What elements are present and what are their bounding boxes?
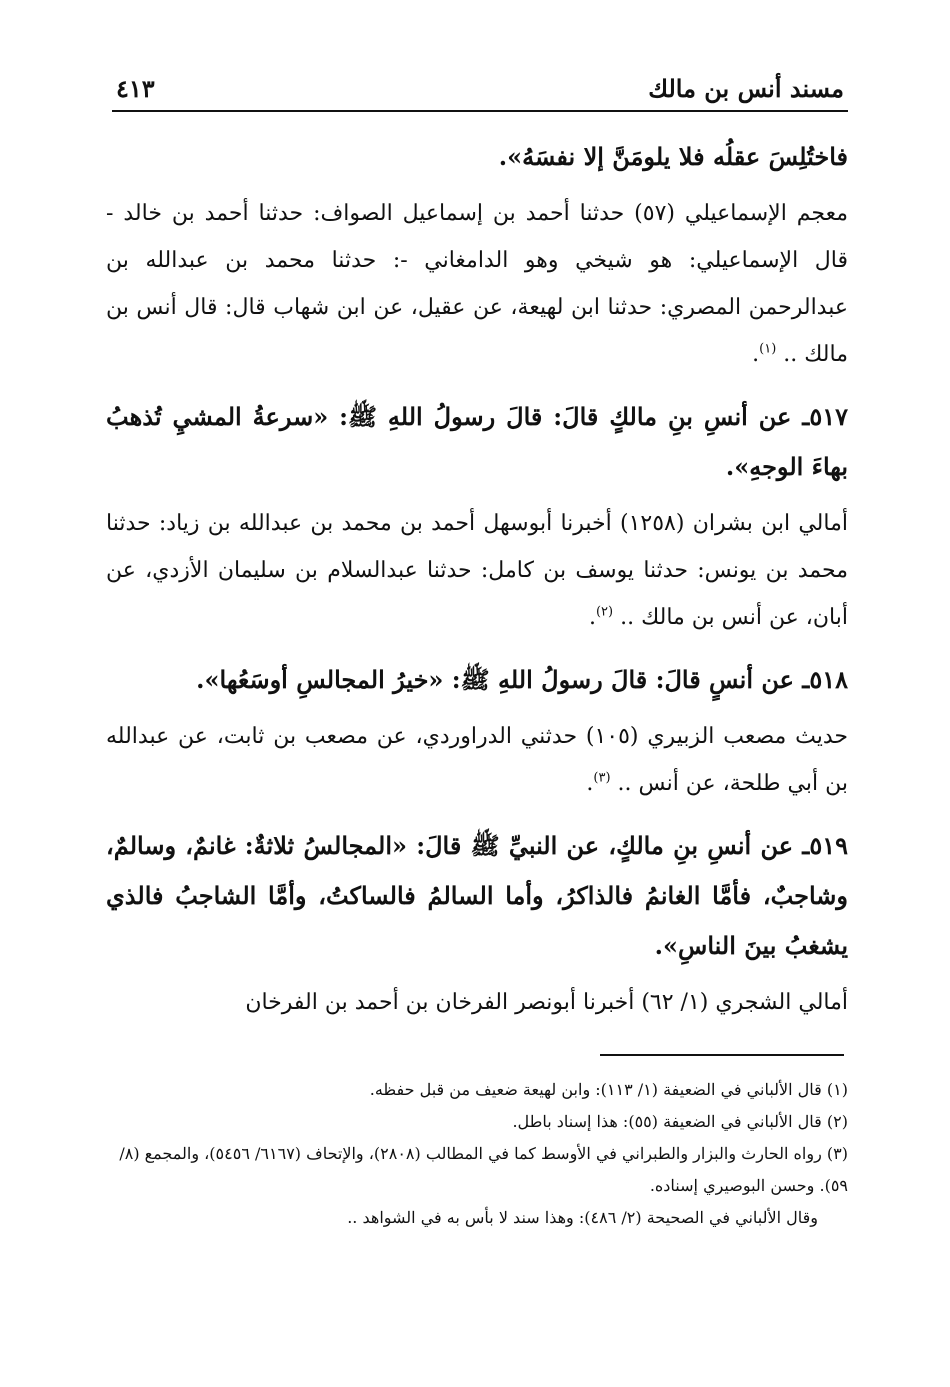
footnote-3-continued: وقال الألباني في الصحيحة (٢/ ٤٨٦): وهذا سند لا بأس به في الشواهد .. bbox=[347, 1208, 818, 1227]
running-title: مسند أنس بن مالك bbox=[648, 74, 844, 103]
footnote-3: (٣) رواه الحارث والبزار والطبراني في الأوسط كما في المطالب (٢٨٠٨)، والإتحاف (٦١٦٧/ ٥٤٥٦)، والمجمع (٨/ ٥٩). وحسن البوصيري إسناده. bbox=[119, 1144, 848, 1195]
isnad-text: حديث مصعب الزبيري (١٠٥) حدثني الدراوردي، عن مصعب بن ثابت، عن عبدالله بن أبي طلحة، عن أنس .. bbox=[106, 724, 849, 796]
isnad-text: أمالي ابن بشران (١٢٥٨) أخبرنا أبوسهل أحمد بن محمد بن عبدالله بن زياد: حدثنا محمد بن يونس: حدثنا يوسف بن كامل: حدثنا عبدالسلام بن سليمان الأزدي، عن أبان، عن أنس بن مالك .. bbox=[106, 511, 848, 630]
footnote-2: (٢) قال الألباني في الضعيفة (٥٥): هذا إسناد باطل. bbox=[512, 1112, 848, 1131]
page-number: ٤١٣ bbox=[116, 74, 155, 103]
hadith-519: ٥١٩ـ عن أنسِ بنِ مالكٍ، عن النبيِّ ﷺ قالَ: «المجالسُ ثلاثةٌ: غانمٌ، وسالمٌ، وشاجبٌ، فأمَّا الغانمُ فالذاكرُ، وأما السالمُ فالساكتُ، وأمَّا الشاجبُ فالذي يشغبُ بينَ الناسِ». bbox=[106, 831, 848, 960]
isnad-paragraph-4: أمالي الشجري (١/ ٦٢) أخبرنا أبونصر الفرخان بن أحمد بن الفرخان bbox=[245, 990, 848, 1015]
footnote-ref-1[interactable]: (١) bbox=[759, 341, 777, 357]
main-text bbox=[106, 132, 848, 1026]
isnad-tail: . bbox=[586, 771, 594, 796]
footnote-1: (١) قال الألباني في الضعيفة (١/ ١١٣): وابن لهيعة ضعيف من قبل حفظه. bbox=[369, 1080, 848, 1099]
footnote-ref-3[interactable]: (٣) bbox=[593, 770, 611, 786]
hadith-517: ٥١٧ـ عن أنسِ بنِ مالكٍ قالَ: قالَ رسولُ اللهِ ﷺ: «سرعةُ المشيِ تُذهبُ بهاءَ الوجهِ». bbox=[106, 402, 848, 481]
isnad-paragraph-3 bbox=[106, 713, 848, 807]
hadith-continuation: فاختُلِسَ عقلُه فلا يلومَنَّ إلا نفسَهُ». bbox=[498, 142, 848, 171]
footnote-separator bbox=[600, 1054, 844, 1056]
isnad-paragraph-1 bbox=[106, 190, 848, 378]
isnad-tail: . bbox=[752, 342, 760, 367]
isnad-text: معجم الإسماعيلي (٥٧) حدثنا أحمد بن إسماعيل الصواف: حدثنا أحمد بن خالد - قال الإسماعيلي: هو شيخي وهو الدامغاني -: حدثنا محمد بن عبدالله بن عبدالرحمن المصري: حدثنا ابن لهيعة، عن عقيل، عن ابن شهاب قال: قال أنس بن مالك .. bbox=[106, 201, 848, 367]
running-header bbox=[112, 72, 848, 112]
footnotes bbox=[106, 1074, 848, 1234]
isnad-paragraph-2 bbox=[106, 500, 848, 641]
hadith-518: ٥١٨ـ عن أنسٍ قالَ: قالَ رسولُ اللهِ ﷺ: «خيرُ المجالسِ أوسَعُها». bbox=[196, 665, 848, 694]
isnad-tail: . bbox=[588, 605, 596, 630]
footnote-ref-2[interactable]: (٢) bbox=[595, 604, 614, 620]
